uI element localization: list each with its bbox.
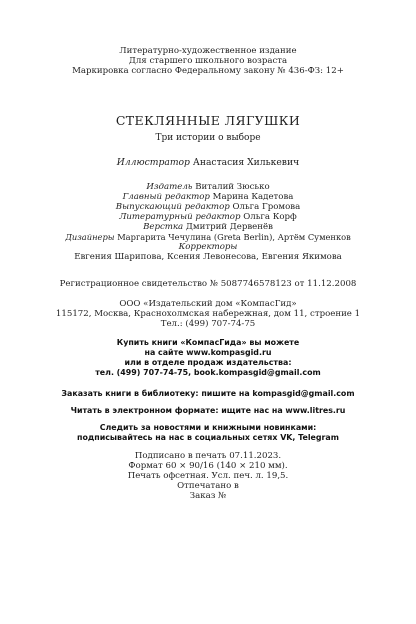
- credits-list: [0, 182, 416, 262]
- illustrator-role: Иллюстратор: [116, 157, 190, 168]
- print-type-line: Печать офсетная. Усл. печ. л. 19,5.: [127, 471, 289, 481]
- edition-type: Литературно-художественное издание: [119, 46, 297, 56]
- social-networks-line: подписывайтесь на нас в социальных сетях VK, Telegram: [77, 433, 339, 442]
- library-order-line: Заказать книги в библиотеку: пишите на kompasgid@gmail.com: [61, 389, 355, 398]
- age-marking: Маркировка согласно Федеральному закону № 436-ФЗ: 12+: [72, 66, 344, 76]
- registration-block: [0, 279, 416, 289]
- print-info-block: [0, 451, 416, 501]
- correctors-names: Евгения Шарипова, Ксения Левонесова, Евгения Якимова: [74, 252, 342, 262]
- ebook-line: Читать в электронном формате: ищите нас на www.litres.ru: [70, 406, 346, 415]
- credit-role: Верстка: [143, 222, 184, 232]
- publisher-address: 115172, Москва, Краснохолмская набережная, дом 11, строение 1: [55, 309, 361, 319]
- buy-contact-line: тел. (499) 707-74-75, book.kompasgid@gmail.com: [95, 368, 321, 377]
- format-line: Формат 60 × 90/16 (140 × 210 мм).: [128, 461, 288, 471]
- credit-role: Издатель: [146, 182, 193, 192]
- credit-role: Литературный редактор: [119, 212, 241, 222]
- age-audience: Для старшего школьного возраста: [128, 56, 288, 66]
- credit-line: [0, 222, 416, 232]
- credit-line: [0, 212, 416, 222]
- library-block: [0, 389, 416, 399]
- book-subtitle: Три истории о выборе: [155, 133, 261, 143]
- buy-block: [0, 338, 416, 378]
- credit-line: [0, 182, 416, 192]
- order-number-line: Заказ №: [189, 491, 227, 501]
- publisher-block: [0, 299, 416, 329]
- printed-at-line: Отпечатано в: [177, 481, 239, 491]
- ebook-block: [0, 406, 416, 416]
- buy-site-line: на сайте www.kompasgid.ru: [144, 348, 272, 357]
- publisher-name: ООО «Издательский дом «КомпасГид»: [119, 299, 297, 309]
- buy-sales-line: или в отделе продаж издательства:: [124, 358, 292, 367]
- credit-name: Марина Кадетова: [212, 192, 294, 202]
- social-block: [0, 423, 416, 443]
- illustrator-credit: [0, 157, 416, 168]
- book-title: СТЕКЛЯННЫЕ ЛЯГУШКИ: [115, 113, 301, 128]
- credit-name: Маргарита Чечулина (Greta Berlin), Артём Суменков: [117, 232, 351, 242]
- edition-info: [0, 46, 416, 76]
- credit-role: Корректоры: [178, 242, 238, 252]
- buy-line: Купить книги «КомпасГида» вы можете: [116, 338, 300, 347]
- registration-certificate: Регистрационное свидетельство № 5087746578123 от 11.12.2008: [59, 279, 357, 289]
- credit-role: Выпускающий редактор: [115, 202, 230, 212]
- credit-line: [0, 202, 416, 212]
- illustrator-name: Анастасия Хилькевич: [192, 157, 300, 168]
- credit-name: Ольга Громова: [232, 202, 301, 212]
- credit-name: Ольга Корф: [243, 212, 297, 222]
- credit-line: [0, 242, 416, 252]
- credit-line: [0, 232, 416, 242]
- credit-line: [0, 192, 416, 202]
- credit-role: Главный редактор: [122, 192, 210, 202]
- credit-role: Дизайнеры: [65, 232, 115, 242]
- signed-for-print: Подписано в печать 07.11.2023.: [134, 451, 282, 461]
- social-news-line: Следить за новостями и книжными новинками:: [99, 423, 317, 432]
- publisher-phone: Тел.: (499) 707-74-75: [160, 319, 256, 329]
- title-block: [0, 113, 416, 144]
- credit-name: Дмитрий Дервенёв: [185, 222, 273, 232]
- credit-name: Виталий Зюсько: [195, 182, 270, 192]
